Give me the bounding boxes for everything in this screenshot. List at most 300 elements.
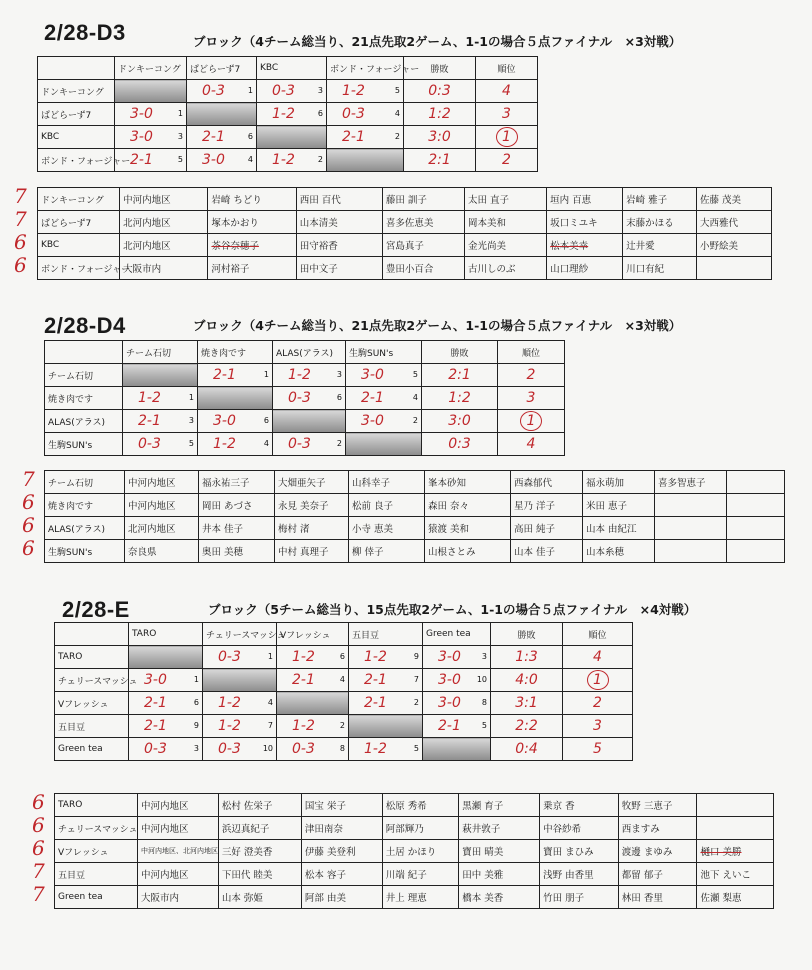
- member-name-cell: 岡本美和: [465, 211, 547, 234]
- result-row: [45, 387, 565, 410]
- rank-value: 2: [502, 152, 511, 168]
- rank-cell: [563, 669, 633, 692]
- e-title: 2/28-E: [62, 597, 130, 622]
- score-value: 2-1: [364, 695, 387, 711]
- result-value: 3:0: [448, 413, 471, 429]
- team-name-cell: 五目豆: [55, 715, 129, 738]
- area-cell: 北河内地区: [120, 234, 208, 257]
- member-name-cell: 牧野 三恵子: [618, 794, 697, 817]
- rank-cell: [476, 149, 538, 172]
- score-value: 1-2: [138, 390, 161, 406]
- score-cell: [346, 364, 422, 387]
- d4-subtitle: ブロック（4チーム総当り、21点先取2ゲーム、1-1の場合５点ファイナル ×3対戦）: [193, 318, 682, 333]
- score-value: 1-2: [364, 741, 387, 757]
- score-value: 2-1: [342, 129, 365, 145]
- score-value: 0-3: [342, 106, 365, 122]
- team-count-mark: 6: [22, 490, 35, 514]
- member-name-cell: 山本 由紀江: [583, 517, 655, 540]
- score-cell: [187, 80, 257, 103]
- rank-value: 3: [502, 106, 511, 122]
- score-value: 0-3: [202, 83, 225, 99]
- member-name-cell: 乗京 香: [540, 794, 619, 817]
- member-name-cell: 辻井愛: [623, 234, 697, 257]
- member-name-cell: 豊田小百合: [382, 257, 464, 280]
- match-number: 3: [481, 652, 487, 661]
- area-cell: 中河内地区、北河内地区: [138, 840, 219, 863]
- result-cell: [491, 715, 563, 738]
- team-name-cell: チェリースマッシュ: [55, 817, 138, 840]
- score-value: 0-3: [292, 741, 315, 757]
- team-name-cell: KBC: [38, 234, 120, 257]
- team-name-cell: 五目豆: [55, 863, 138, 886]
- header-cell: KBC: [257, 57, 327, 80]
- member-name-cell: 阿部 由美: [301, 886, 382, 909]
- corner-cell: [38, 57, 115, 80]
- rank-value: 3: [526, 390, 536, 406]
- match-number: 3: [336, 370, 342, 379]
- match-number: 9: [193, 721, 199, 730]
- result-cell: [422, 364, 498, 387]
- area-cell: 大阪市内: [138, 886, 219, 909]
- e-subtitle: ブロック（5チーム総当り、15点先取2ゲーム、1-1の場合５点ファイナル ×4対戦）: [208, 602, 697, 617]
- score-cell: [277, 646, 349, 669]
- team-name-cell: Vフレッシュ: [55, 692, 129, 715]
- score-value: 0-3: [288, 390, 311, 406]
- match-number: 5: [412, 370, 418, 379]
- member-name-cell: 末藤かほる: [623, 211, 697, 234]
- member-name-cell: 坂口ミユキ: [547, 211, 623, 234]
- score-value: 1-2: [364, 649, 387, 665]
- diagonal-cell: [187, 103, 257, 126]
- match-number: 3: [317, 86, 323, 95]
- result-value: 1:2: [448, 390, 471, 406]
- match-number: 1: [247, 86, 253, 95]
- area-cell: 中河内地区: [120, 188, 208, 211]
- score-cell: [257, 80, 327, 103]
- diagonal-cell: [123, 364, 198, 387]
- rank-cell: [476, 126, 538, 149]
- member-name-cell: 福永祐三子: [199, 471, 275, 494]
- member-name-cell: [697, 794, 774, 817]
- member-name-cell: 金光尚美: [465, 234, 547, 257]
- header-cell: 生駒SUN's: [346, 341, 422, 364]
- result-value: 1:3: [515, 649, 538, 665]
- score-cell: [277, 669, 349, 692]
- member-name-cell: 松本 容子: [301, 863, 382, 886]
- member-name-cell: 川端 紀子: [382, 863, 458, 886]
- rank-cell: [498, 364, 565, 387]
- result-cell: [404, 149, 476, 172]
- score-value: 2-1: [438, 718, 461, 734]
- member-name-cell: 古川しのぶ: [465, 257, 547, 280]
- team-name-cell: 焼き肉です: [45, 387, 123, 410]
- score-cell: [423, 715, 491, 738]
- area-cell: 奈良県: [125, 540, 199, 563]
- team-name-cell: 焼き肉です: [45, 494, 125, 517]
- match-number: 2: [336, 439, 342, 448]
- member-row: [45, 540, 785, 563]
- score-value: 1-2: [218, 718, 241, 734]
- match-number: 4: [263, 439, 269, 448]
- member-name-cell: 阿部輝乃: [382, 817, 458, 840]
- member-name-cell: 喜多智恵子: [655, 471, 727, 494]
- score-cell: [273, 433, 346, 456]
- score-cell: [187, 149, 257, 172]
- team-name-cell: KBC: [38, 126, 115, 149]
- d4-title: 2/28-D4: [44, 313, 126, 338]
- score-value: 1-2: [213, 436, 236, 452]
- match-number: 5: [481, 721, 487, 730]
- score-value: 3-0: [144, 672, 167, 688]
- score-cell: [115, 103, 187, 126]
- member-name-cell: [727, 540, 785, 563]
- score-cell: [129, 738, 203, 761]
- match-number: 4: [412, 393, 418, 402]
- result-value: 2:1: [428, 152, 451, 168]
- match-number: 10: [476, 675, 487, 684]
- result-cell: [422, 433, 498, 456]
- member-name-cell: 太田 直子: [465, 188, 547, 211]
- member-name-cell: 岩崎 雅子: [623, 188, 697, 211]
- match-number: 6: [317, 109, 323, 118]
- result-cell: [422, 410, 498, 433]
- member-name-cell: 佐瀬 梨恵: [697, 886, 774, 909]
- d3-subtitle: ブロック（4チーム総当り、21点先取2ゲーム、1-1の場合５点ファイナル ×3対戦）: [193, 34, 682, 49]
- corner-cell: [45, 341, 123, 364]
- score-cell: [423, 669, 491, 692]
- score-value: 1-2: [272, 106, 295, 122]
- score-value: 2-1: [364, 672, 387, 688]
- match-number: 4: [247, 155, 253, 164]
- score-cell: [187, 126, 257, 149]
- member-name-cell: 寶田 まひみ: [540, 840, 619, 863]
- header-cell: Vフレッシュ: [277, 623, 349, 646]
- result-cell: [404, 126, 476, 149]
- area-cell: 中河内地区: [138, 817, 219, 840]
- score-value: 3-0: [438, 672, 461, 688]
- team-name-cell: 生駒SUN's: [45, 433, 123, 456]
- rank-cell: [476, 80, 538, 103]
- score-value: 0-3: [144, 741, 167, 757]
- member-name-cell: 河村裕子: [208, 257, 296, 280]
- header-cell: ぱどらーず7: [187, 57, 257, 80]
- score-value: 3-0: [202, 152, 225, 168]
- member-name-cell: 寶田 晴美: [459, 840, 540, 863]
- score-cell: [327, 80, 404, 103]
- score-cell: [273, 387, 346, 410]
- member-name-cell: 萩井敦子: [459, 817, 540, 840]
- member-name-cell: 田中文子: [296, 257, 382, 280]
- member-name-cell: 猿渡 美和: [425, 517, 511, 540]
- team-name-cell: チーム石切: [45, 471, 125, 494]
- member-name-cell: [727, 494, 785, 517]
- score-value: 0-3: [218, 741, 241, 757]
- score-cell: [277, 715, 349, 738]
- result-row: [55, 738, 633, 761]
- member-name-cell: 米田 恵子: [583, 494, 655, 517]
- team-name-cell: ALAS(アラス): [45, 517, 125, 540]
- area-cell: 大阪市内: [120, 257, 208, 280]
- member-name-cell: 松村 佐栄子: [218, 794, 301, 817]
- member-name-cell: 梅村 渚: [275, 517, 349, 540]
- score-value: 2-1: [213, 367, 236, 383]
- d3-title: 2/28-D3: [44, 20, 126, 45]
- result-row: [55, 692, 633, 715]
- diagonal-cell: [346, 433, 422, 456]
- match-number: 4: [267, 698, 273, 707]
- member-name-cell: 小寺 恵美: [349, 517, 425, 540]
- match-number: 10: [262, 744, 273, 753]
- match-number: 2: [394, 132, 400, 141]
- header-cell: 順位: [476, 57, 538, 80]
- team-name-cell: TARO: [55, 794, 138, 817]
- member-name-cell: 高田 純子: [511, 517, 583, 540]
- score-value: 2-1: [144, 718, 167, 734]
- member-row: [55, 840, 774, 863]
- score-cell: [327, 103, 404, 126]
- rank-value: 4: [526, 436, 536, 452]
- member-name-cell: 柳 倖子: [349, 540, 425, 563]
- header-cell: チーム石切: [123, 341, 198, 364]
- match-number: 1: [267, 652, 273, 661]
- member-name-cell: 山本 佳子: [511, 540, 583, 563]
- score-cell: [203, 738, 277, 761]
- result-cell: [422, 387, 498, 410]
- team-name-cell: ボンド・フォージャー: [38, 257, 120, 280]
- score-value: 1-2: [288, 367, 311, 383]
- header-cell: 順位: [563, 623, 633, 646]
- d4-result-table: [44, 340, 565, 456]
- team-name-cell: ボンド・フォージャー: [38, 149, 115, 172]
- score-cell: [123, 433, 198, 456]
- member-name-cell: 森田 奈々: [425, 494, 511, 517]
- member-name-cell: [697, 257, 772, 280]
- corner-cell: [55, 623, 129, 646]
- member-name-cell: 池下 えいこ: [697, 863, 774, 886]
- result-value: 0:3: [448, 436, 471, 452]
- score-value: 3-0: [361, 367, 384, 383]
- member-row: [38, 234, 772, 257]
- result-value: 0:3: [428, 83, 451, 99]
- match-number: 7: [267, 721, 273, 730]
- diagonal-cell: [273, 410, 346, 433]
- team-count-mark: 6: [22, 536, 35, 560]
- score-cell: [327, 126, 404, 149]
- match-number: 6: [336, 393, 342, 402]
- area-cell: 中河内地区: [138, 794, 219, 817]
- member-name-cell: 永見 美奈子: [275, 494, 349, 517]
- team-name-cell: ぱどらーず7: [38, 103, 115, 126]
- diagonal-cell: [277, 692, 349, 715]
- match-number: 5: [188, 439, 194, 448]
- rank-value: 1: [520, 411, 542, 431]
- match-number: 8: [481, 698, 487, 707]
- team-count-mark: 6: [14, 253, 27, 277]
- match-number: 5: [394, 86, 400, 95]
- member-row: [55, 863, 774, 886]
- score-value: 1-2: [342, 83, 365, 99]
- score-value: 2-1: [130, 152, 153, 168]
- area-cell: 中河内地区: [125, 471, 199, 494]
- team-count-mark: 6: [32, 813, 45, 837]
- score-value: 2-1: [144, 695, 167, 711]
- score-value: 3-0: [130, 106, 153, 122]
- member-name-cell: 藤田 訓子: [382, 188, 464, 211]
- member-name-cell: [697, 817, 774, 840]
- result-cell: [491, 646, 563, 669]
- score-value: 3-0: [438, 649, 461, 665]
- result-row: [38, 149, 538, 172]
- member-row: [38, 257, 772, 280]
- team-name-cell: Green tea: [55, 738, 129, 761]
- diagonal-cell: [423, 738, 491, 761]
- score-value: 0-3: [218, 649, 241, 665]
- rank-cell: [563, 715, 633, 738]
- member-name-cell: 大畑亜矢子: [275, 471, 349, 494]
- member-name-cell: 田中 美雅: [459, 863, 540, 886]
- team-count-mark: 6: [32, 790, 45, 814]
- rank-cell: [498, 433, 565, 456]
- team-count-mark: 6: [22, 513, 35, 537]
- score-value: 3-0: [130, 129, 153, 145]
- header-cell: 勝敗: [404, 57, 476, 80]
- member-name-cell: 星乃 洋子: [511, 494, 583, 517]
- score-value: 3-0: [361, 413, 384, 429]
- member-name-cell: 山本糸穂: [583, 540, 655, 563]
- team-count-mark: 7: [32, 859, 45, 883]
- member-name-cell: 浜辺真紀子: [218, 817, 301, 840]
- member-name-cell: 奥田 美穂: [199, 540, 275, 563]
- rank-cell: [476, 103, 538, 126]
- team-count-mark: 7: [22, 467, 35, 491]
- member-name-cell: 山根さとみ: [425, 540, 511, 563]
- member-name-cell: 伊藤 美登利: [301, 840, 382, 863]
- score-cell: [203, 715, 277, 738]
- member-name-cell: 中村 真理子: [275, 540, 349, 563]
- member-name-cell: [655, 494, 727, 517]
- member-name-cell: 山科幸子: [349, 471, 425, 494]
- match-number: 9: [413, 652, 419, 661]
- member-name-cell: 西森郁代: [511, 471, 583, 494]
- team-count-mark: 6: [32, 836, 45, 860]
- member-row: [45, 494, 785, 517]
- match-number: 1: [263, 370, 269, 379]
- result-cell: [491, 669, 563, 692]
- member-name-cell: 黒瀬 育子: [459, 794, 540, 817]
- match-number: 5: [177, 155, 183, 164]
- member-row: [38, 211, 772, 234]
- match-number: 2: [413, 698, 419, 707]
- score-cell: [423, 646, 491, 669]
- score-cell: [203, 692, 277, 715]
- area-cell: 北河内地区: [120, 211, 208, 234]
- score-cell: [349, 669, 423, 692]
- match-number: 2: [412, 416, 418, 425]
- member-name-cell: 下田代 睦美: [218, 863, 301, 886]
- team-name-cell: Vフレッシュ: [55, 840, 138, 863]
- rank-cell: [563, 738, 633, 761]
- member-row: [55, 817, 774, 840]
- member-name-cell: 渡邊 まゆみ: [618, 840, 697, 863]
- member-name-cell: 岡田 あづさ: [199, 494, 275, 517]
- score-cell: [115, 126, 187, 149]
- member-name-cell: 佐藤 茂美: [697, 188, 772, 211]
- member-row: [38, 188, 772, 211]
- d4-member-table: [44, 470, 785, 563]
- header-cell: Green tea: [423, 623, 491, 646]
- d3-member-table: [37, 187, 772, 280]
- match-number: 2: [339, 721, 345, 730]
- rank-cell: [498, 387, 565, 410]
- score-cell: [349, 692, 423, 715]
- result-cell: [491, 738, 563, 761]
- score-cell: [129, 692, 203, 715]
- score-value: 2-1: [361, 390, 384, 406]
- rank-value: 2: [593, 695, 602, 711]
- score-cell: [257, 149, 327, 172]
- member-row: [55, 886, 774, 909]
- match-number: 2: [317, 155, 323, 164]
- member-name-cell: 橋本 美香: [459, 886, 540, 909]
- score-cell: [198, 410, 273, 433]
- team-name-cell: 生駒SUN's: [45, 540, 125, 563]
- rank-value: 1: [496, 127, 518, 147]
- result-row: [55, 669, 633, 692]
- result-row: [38, 80, 538, 103]
- rank-value: 4: [593, 649, 602, 665]
- result-cell: [404, 103, 476, 126]
- member-name-cell: 国宝 栄子: [301, 794, 382, 817]
- team-count-mark: 7: [14, 184, 27, 208]
- header-cell: ドンキーコング: [115, 57, 187, 80]
- score-cell: [346, 410, 422, 433]
- header-cell: チェリースマッシュ: [203, 623, 277, 646]
- header-cell: 勝敗: [491, 623, 563, 646]
- member-name-cell: 土居 かほり: [382, 840, 458, 863]
- score-cell: [198, 433, 273, 456]
- match-number: 4: [394, 109, 400, 118]
- score-cell: [257, 103, 327, 126]
- member-name-cell: 福永萌加: [583, 471, 655, 494]
- score-value: 2-1: [292, 672, 315, 688]
- result-value: 2:1: [448, 367, 471, 383]
- team-count-mark: 7: [32, 882, 45, 906]
- member-row: [45, 517, 785, 540]
- diagonal-cell: [115, 80, 187, 103]
- result-row: [45, 364, 565, 387]
- header-cell: 勝敗: [422, 341, 498, 364]
- member-name-cell: 浅野 由香里: [540, 863, 619, 886]
- team-name-cell: Green tea: [55, 886, 138, 909]
- score-value: 3-0: [438, 695, 461, 711]
- diagonal-cell: [349, 715, 423, 738]
- result-row: [55, 715, 633, 738]
- member-name-cell: 田守裕香: [296, 234, 382, 257]
- match-number: 1: [188, 393, 194, 402]
- rank-value: 2: [526, 367, 536, 383]
- member-name-cell: 松原 秀希: [382, 794, 458, 817]
- e-member-table: [54, 793, 774, 909]
- member-name-cell: 松本美幸: [547, 234, 623, 257]
- result-value: 3:0: [428, 129, 451, 145]
- diagonal-cell: [198, 387, 273, 410]
- match-number: 6: [247, 132, 253, 141]
- team-name-cell: ALAS(アラス): [45, 410, 123, 433]
- rank-value: 3: [593, 718, 602, 734]
- rank-value: 1: [587, 670, 609, 690]
- area-cell: 中河内地区: [125, 494, 199, 517]
- score-cell: [423, 692, 491, 715]
